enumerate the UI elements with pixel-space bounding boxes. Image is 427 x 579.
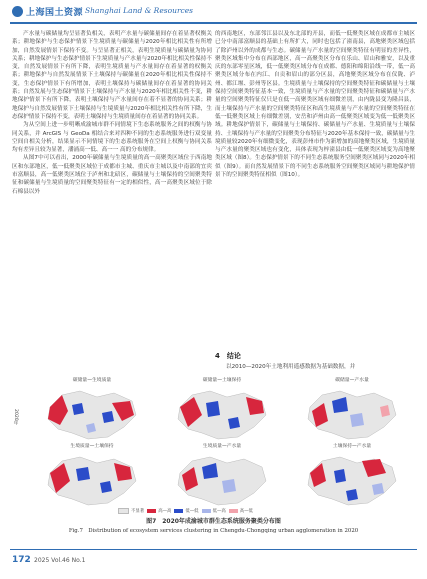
cluster-map-1 <box>42 385 142 445</box>
issue-info: 2025 Vol.46 No.1 <box>34 557 86 564</box>
journal-title-cn: 上海国土资源 <box>26 8 84 18</box>
paragraph: 为从空间上进一步明晰成渝城市群不同情境下生态系统服务之间的权衡与协同关系，并 ArcGIS 与 GeoDa 相结合来对四种不同的生态系统服务进行双变量空间自相关分析，结果显示不同情境下的生态系统服务在空间上权衡与协同关系均有差异且较为显著，潘涌高一低、高一一 高的分布规律。 <box>12 122 212 154</box>
section-first-line: 以2010—2020年土地利用遥感数据为基础数据，并 <box>226 364 356 370</box>
panel-label: 碳储量—产水量 <box>335 378 369 383</box>
right-text-column <box>215 30 415 179</box>
legend-item <box>202 508 226 514</box>
map-panel <box>292 443 412 513</box>
page-number: 172 <box>12 555 31 565</box>
cluster-map-figure <box>12 377 417 527</box>
legend-item <box>118 508 144 514</box>
footer-divider <box>10 549 417 550</box>
left-text-column <box>12 30 212 196</box>
map-panel <box>162 377 282 447</box>
header-divider <box>10 22 417 24</box>
panel-label: 生境质量—产水量 <box>202 444 242 449</box>
map-panel <box>32 443 152 513</box>
legend-swatch <box>118 508 129 514</box>
legend-label: 低—高 <box>212 509 226 514</box>
journal-header <box>0 0 427 22</box>
paragraph: 产水量与碳储量均呈显著负相关，表明产水量与碳储量间存在着显著权衡关系；耕地保护与生态保护情景下生境质量与碳储量与2020年相比相关性有所增加，自然发展情景下保持不变。与呈显著正相关，表明生境质量与碳储量为协同关系；耕地保护与生态保护情景下生境质量与产水量与2020年相比相关性保持不变，自然发展情景下有所下降，表明生境质量与产水量间存在着显著的权衡关系；耕地保护与自然发展情景下土壤保持与碳储量在2020年相比相关性保持不变，生态保护情景下有所增加，表明土壤保持与碳储量间存在着显著的协同关系；自然发展与生态保护情景下土壤保持与产水量与2020年相比相关性不变，耕地保护情景下有所下降，表明土壤保持与产水量间存在着不显著的协同关系；耕地保护与自然发展情景下土壤保持与生境质量与2020年相比相关性有所下降，生态保护情景下保持不变，表明土壤保持与生境质量间存在着显著的协同关系。 <box>12 31 212 120</box>
figure-caption-cn: 图7 2020年成渝城市群生态系统服务聚类分布图 <box>146 518 281 525</box>
legend-label: 不显著 <box>131 509 145 514</box>
legend-label: 高—高 <box>158 509 172 514</box>
journal-logo-icon <box>12 6 23 17</box>
figure-caption-en: Fig.7 Distribution of ecosystem services clustering in Chengdu-Chongqing urban agglomeration in 2020 <box>68 528 359 534</box>
paragraph: 从图7中可以看出，2000年碳储量与生境质量的高一高聚类区域位于西南地区和东部地区，低一低聚类区域位于成都市主城、重庆市主城以及中南部的宜宾市富顺县，高一低聚类区域位于泸州和北碚区，碳储量与土壤保持的空间聚类特征和碳储量与生境质量的空间聚类特征有一定的相似性，高一高聚类区域位于除石棉县以外 <box>12 155 212 195</box>
legend-swatch <box>147 509 156 513</box>
panel-label: 碳储量—生境质量 <box>72 378 112 383</box>
legend-swatch <box>202 509 211 513</box>
map-panel <box>292 377 412 447</box>
legend-label: 高—低 <box>239 509 253 514</box>
legend-item <box>229 508 253 514</box>
panel-label: 碳储量—土壤保持 <box>202 378 242 383</box>
legend-swatch <box>174 509 183 513</box>
panel-label: 生境质量—土壤保持 <box>70 444 114 449</box>
cluster-map-6 <box>302 451 402 511</box>
map-legend <box>118 508 253 514</box>
map-panel <box>32 377 152 447</box>
section-heading: 4 结论 <box>215 352 241 360</box>
cluster-map-4 <box>42 451 142 511</box>
figure-year-label: 2020年 <box>13 409 18 426</box>
journal-title-en: Shanghai Land & Resources <box>85 6 194 15</box>
panel-label: 土壤保持—产水量 <box>332 444 372 449</box>
paragraph: 的西南地区，东部邻江县以及东北部的开县，而低一低聚类区域在成都市主城区已分中南部富顺县的基础上有所扩大，同时也包括了潼南县，高地聚类区域包括了除泸州以外的成都与生态。碳储量与产水量的空间聚类特征有明显的差异性，聚类区域集中分布在西部地区，高一高聚类区分布在乐山、眉山和雅安，以及重庆的东部零星区域，低一低聚类区域分布在成都、德阳和绵阳沿线一带，低一高聚类区域分布在内江、自贡和眉山的部分区县，高地聚类区域分布在仪陇、泸州、都江堰、彭州等区县。生境质量与土壤保持的空间聚类特征和碳储量与土壤保持空间聚类特征基本一致，生境质量与产水量的空间聚类特征和碳储量与产水量的空间聚类特征仅只是在低一高聚类区域有细微差别，由内陇县变为隆昌县，而土壤保持与产水量的空间聚类特征区和高生境质量与产水量的空间聚类特征在低一低聚类区域上有细微差别，安岳和泸州由高一低聚类区域变为低一低聚类区域。耕地保护情景下，碳储量与土壤保持、碳储量与产水量、生境质量与土壤保持、土壤保持与产水量的空间聚类分布特征与2020年基本保持一致，碳储量与生境质量较2020年有细微变化，表现彭州市作为新增加的高地聚类区域，生境质量与产水量的聚类区域也有变化，具体表现为梓潼县由低一低聚类区域变为高地聚类区域（图8）。生态保护情景下的不同生态系统服务空间聚类区域同与2020年相似（图9）。而自然发展情景下的不同生态系统服务空间聚类区域同与耕地保护情景下的空间聚类特征相似（图10）。 <box>215 31 415 179</box>
cluster-map-5 <box>172 451 272 511</box>
cluster-map-2 <box>172 385 272 445</box>
legend-label: 低—低 <box>185 509 199 514</box>
legend-item <box>147 508 171 514</box>
legend-swatch <box>229 509 238 513</box>
cluster-map-3 <box>302 385 402 445</box>
map-panel <box>162 443 282 513</box>
legend-item <box>174 508 198 514</box>
